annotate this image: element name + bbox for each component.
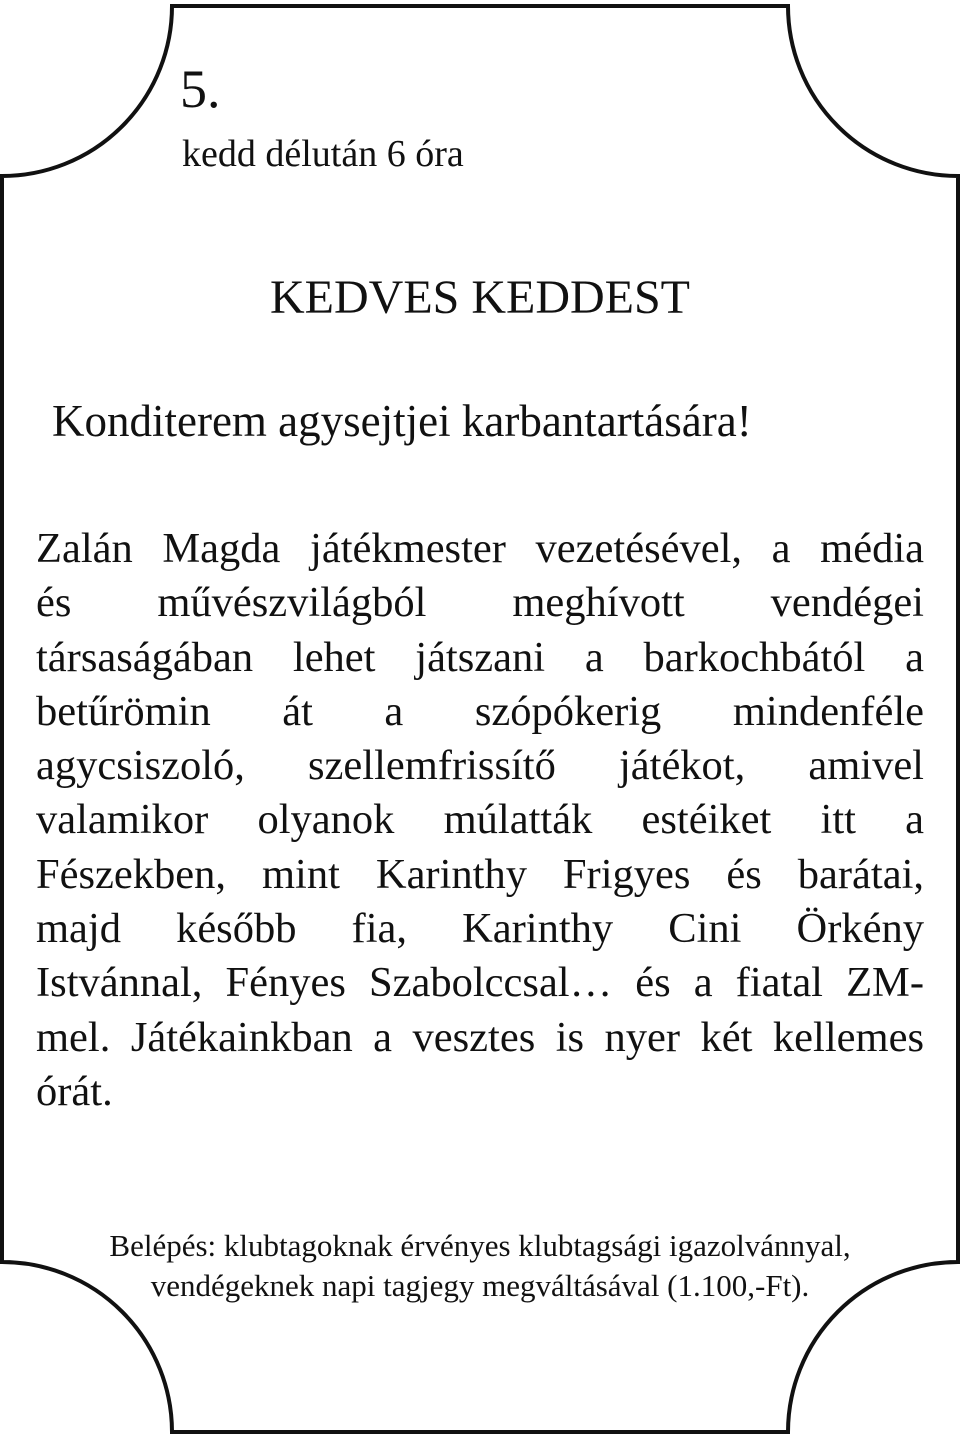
description-line: Istvánnal, Fényes Szabolccsal… és a fiatal ZM- [36, 959, 924, 1007]
description-line: betűrömin át a szópókerig mindenféle [36, 687, 924, 735]
event-number: 5. [180, 59, 221, 119]
description-line: majd később fia, Karinthy Cini Örkény [36, 905, 924, 953]
description-line: órát. [36, 1067, 113, 1115]
admission-info [0, 1226, 960, 1306]
description-line: társaságában lehet játszani a barkochbától a [36, 633, 924, 681]
event-subtitle: Konditerem agysejtjei karbantartására! [52, 396, 752, 446]
description-line: és művészvilágból meghívott vendégei [36, 579, 924, 627]
description-line: mel. Játékainkban a vesztes is nyer két kellemes [36, 1013, 924, 1061]
admission-members: Belépés: klubtagoknak érvényes klubtagsági igazolvánnyal, [109, 1228, 851, 1263]
description-line: valamikor olyanok múlatták estéiket itt a [36, 796, 924, 844]
description-line: Zalán Magda játékmester vezetésével, a média [36, 525, 924, 572]
description-line: Fészekben, mint Karinthy Frigyes és barátai, [36, 850, 924, 898]
description-line: agycsiszoló, szellemfrissítő játékot, amivel [36, 742, 924, 790]
event-time: kedd délután 6 óra [182, 133, 464, 175]
event-description [36, 522, 924, 1119]
admission-guests: vendégeknek napi tagjegy megváltásával (1.100,-Ft). [150, 1268, 810, 1303]
event-title: KEDVES KEDDEST [270, 271, 690, 324]
